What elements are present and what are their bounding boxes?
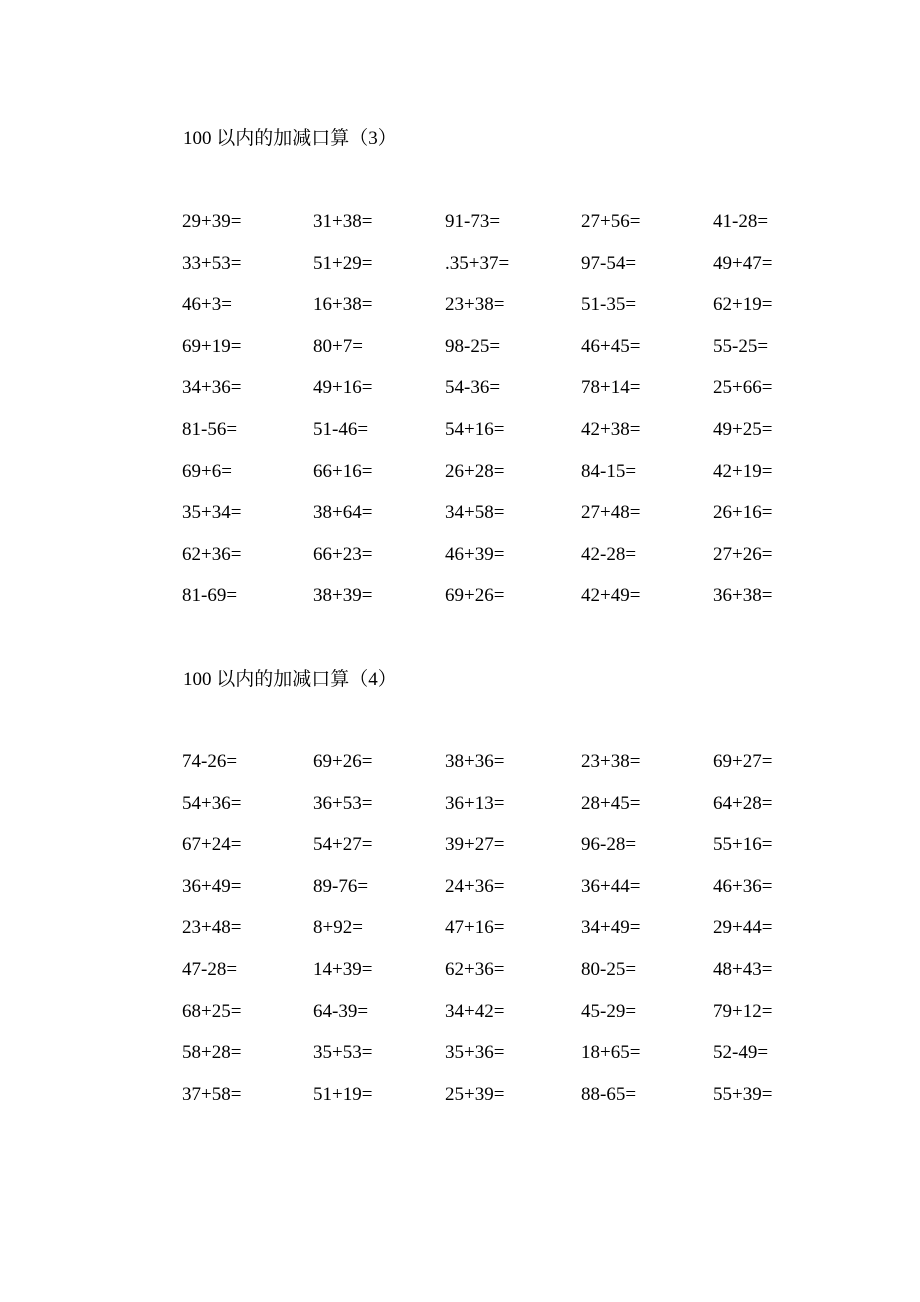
math-problem: 29+39= [182,211,242,232]
math-problem: 66+16= [313,460,373,482]
math-problem: 45-29= [581,1000,637,1022]
math-problem: 37+58= [182,1083,242,1105]
math-problem: 55+39= [713,1083,773,1105]
math-problem: 55+16= [713,834,773,856]
math-problem: 48+43= [713,958,773,980]
math-problem: 26+28= [445,460,505,482]
math-problem: 8+92= [313,917,363,939]
math-problem: 81-69= [182,585,238,607]
math-problem: 69+27= [713,751,773,772]
math-problem: 69+19= [182,335,242,357]
math-problem: 27+56= [581,211,641,232]
math-problem: 26+16= [713,502,773,524]
math-problem: 62+19= [713,294,773,316]
math-problem: 97-54= [581,252,637,274]
math-problem: 74-26= [182,751,238,772]
math-problem: 54+36= [182,792,242,814]
math-problem: 35+36= [445,1042,505,1064]
math-problem: 41-28= [713,211,769,232]
math-problem: 23+48= [182,917,242,939]
math-problem: 58+28= [182,1042,242,1064]
math-problem: 69+6= [182,460,232,482]
math-problem: 34+42= [445,1000,505,1022]
math-problem: 23+38= [581,751,641,772]
math-problem: 64+28= [713,792,773,814]
math-problem: 33+53= [182,252,242,274]
math-problem: 46+36= [713,875,773,897]
math-problem: 34+36= [182,377,242,399]
math-problem: 46+3= [182,294,232,316]
math-problem: 66+23= [313,543,373,565]
math-problem: 14+39= [313,958,373,980]
math-problem: 55-25= [713,335,769,357]
math-problem: 23+38= [445,294,505,316]
math-problem: 51-35= [581,294,637,316]
math-problem: 36+49= [182,875,242,897]
math-problem: 69+26= [445,585,505,607]
math-problem: 42+19= [713,460,773,482]
math-problem: 80+7= [313,335,363,357]
math-problem: 51+19= [313,1083,373,1105]
math-problem: 34+58= [445,502,505,524]
math-problem: 51+29= [313,252,373,274]
math-problem: 27+26= [713,543,773,565]
math-problem: 54+27= [313,834,373,856]
math-problem: .35+37= [445,252,510,274]
math-problem: 91-73= [445,211,501,232]
math-problem: 64-39= [313,1000,369,1022]
math-problem: 28+45= [581,792,641,814]
math-problem: 29+44= [713,917,773,939]
math-problem: 35+34= [182,502,242,524]
math-problem: 46+45= [581,335,641,357]
math-problem: 47+16= [445,917,505,939]
math-problem: 36+38= [713,585,773,607]
math-problem: 69+26= [313,751,373,772]
math-problem: 38+64= [313,502,373,524]
math-problem: 68+25= [182,1000,242,1022]
math-problem: 52-49= [713,1042,769,1064]
math-problem: 51-46= [313,418,369,440]
math-problem: 79+12= [713,1000,773,1022]
math-problem: 16+38= [313,294,373,316]
math-problem: 49+16= [313,377,373,399]
math-problem: 62+36= [445,958,505,980]
math-problem: 18+65= [581,1042,641,1064]
math-problem: 96-28= [581,834,637,856]
math-problem: 38+36= [445,751,505,772]
math-problem: 49+47= [713,252,773,274]
math-problem: 36+53= [313,792,373,814]
math-problem: 67+24= [182,834,242,856]
math-problem: 24+36= [445,875,505,897]
math-problem: 25+66= [713,377,773,399]
math-problem: 35+53= [313,1042,373,1064]
math-problem: 34+49= [581,917,641,939]
math-problem: 49+25= [713,418,773,440]
math-problem: 78+14= [581,377,641,399]
math-problem: 25+39= [445,1083,505,1105]
math-problem: 42+38= [581,418,641,440]
math-problem: 38+39= [313,585,373,607]
math-problem: 47-28= [182,958,238,980]
math-problem: 84-15= [581,460,637,482]
math-problem: 89-76= [313,875,369,897]
math-problem: 54+16= [445,418,505,440]
math-problem: 27+48= [581,502,641,524]
section-title-4: 100 以内的加减口算（4） [183,669,397,690]
math-problem: 80-25= [581,958,637,980]
math-problem: 88-65= [581,1083,637,1105]
section-title-3: 100 以内的加减口算（3） [183,128,397,149]
math-problem: 31+38= [313,211,373,232]
math-problem: 62+36= [182,543,242,565]
math-problem: 39+27= [445,834,505,856]
math-problem: 36+13= [445,792,505,814]
math-problem: 42+49= [581,585,641,607]
math-problem: 42-28= [581,543,637,565]
math-problem: 46+39= [445,543,505,565]
math-problem: 98-25= [445,335,501,357]
math-problem: 36+44= [581,875,641,897]
math-problem: 81-56= [182,418,238,440]
math-problem: 54-36= [445,377,501,399]
